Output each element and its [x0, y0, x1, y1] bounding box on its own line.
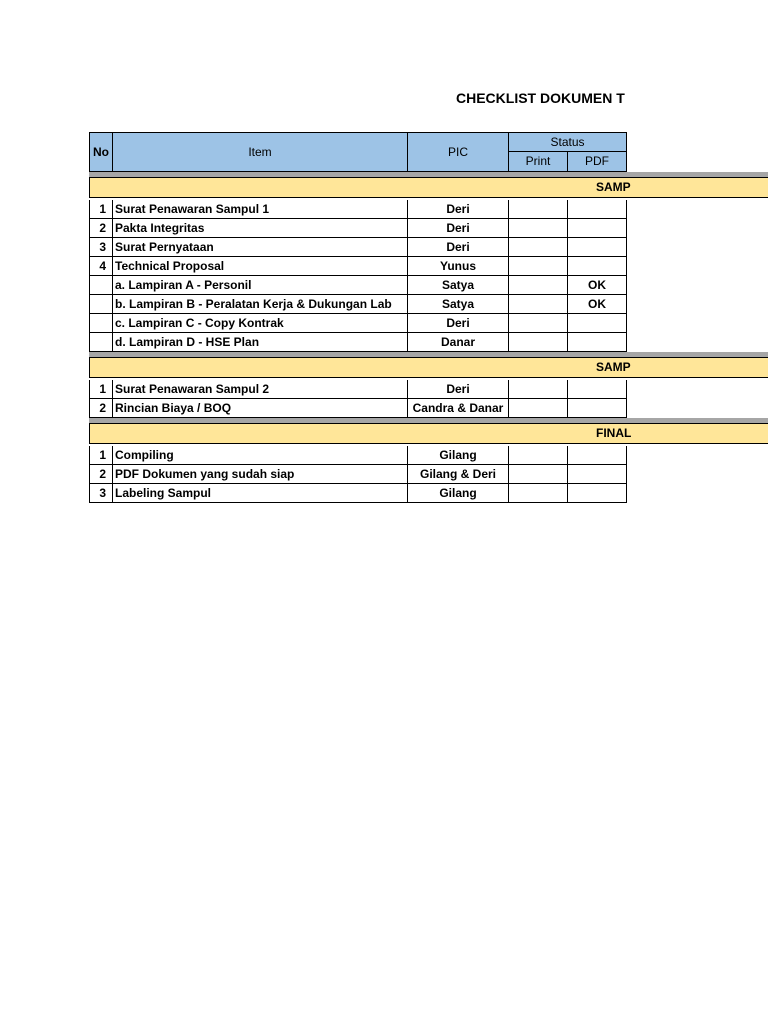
table-row: [89, 446, 628, 465]
cell-pdf[interactable]: [568, 484, 627, 503]
cell-item[interactable]: Pakta Integritas: [113, 219, 408, 238]
cell-item[interactable]: c. Lampiran C - Copy Kontrak: [113, 314, 408, 333]
cell-item[interactable]: Surat Penawaran Sampul 2: [113, 380, 408, 399]
cell-item[interactable]: Technical Proposal: [113, 257, 408, 276]
section-label: SAMP: [596, 360, 631, 374]
cell-item[interactable]: Compiling: [113, 446, 408, 465]
cell-print[interactable]: [509, 200, 568, 219]
cell-print[interactable]: [509, 314, 568, 333]
table-row: [89, 333, 628, 352]
cell-pic[interactable]: Gilang: [408, 446, 509, 465]
cell-no[interactable]: 4: [89, 257, 113, 276]
section-rows: [89, 200, 768, 352]
cell-pdf[interactable]: OK: [568, 276, 627, 295]
cell-no[interactable]: 3: [89, 484, 113, 503]
header-pdf[interactable]: PDF: [568, 152, 627, 172]
cell-item[interactable]: a. Lampiran A - Personil: [113, 276, 408, 295]
cell-pic[interactable]: Yunus: [408, 257, 509, 276]
section-header-row[interactable]: [89, 178, 768, 198]
cell-print[interactable]: [509, 484, 568, 503]
section-label: FINAL: [596, 426, 632, 440]
table-row: [89, 238, 628, 257]
cell-pic[interactable]: Deri: [408, 219, 509, 238]
header-item[interactable]: Item: [113, 132, 408, 172]
cell-print[interactable]: [509, 380, 568, 399]
cell-item[interactable]: Surat Pernyataan: [113, 238, 408, 257]
table-row: [89, 219, 628, 238]
section-block: [89, 352, 768, 418]
table-row: [89, 484, 628, 503]
cell-pdf[interactable]: [568, 219, 627, 238]
cell-pic[interactable]: Deri: [408, 314, 509, 333]
section-block: [89, 172, 768, 352]
table-row: [89, 257, 628, 276]
cell-pic[interactable]: Danar: [408, 333, 509, 352]
cell-pic[interactable]: Candra & Danar: [408, 399, 509, 418]
cell-pic[interactable]: Satya: [408, 295, 509, 314]
cell-no[interactable]: [89, 276, 113, 295]
table-row: [89, 276, 628, 295]
cell-pdf[interactable]: [568, 257, 627, 276]
cell-no[interactable]: 1: [89, 446, 113, 465]
header-no[interactable]: No: [89, 132, 113, 172]
cell-print[interactable]: [509, 219, 568, 238]
cell-pic[interactable]: Gilang & Deri: [408, 465, 509, 484]
cell-no[interactable]: [89, 333, 113, 352]
cell-print[interactable]: [509, 257, 568, 276]
cell-print[interactable]: [509, 295, 568, 314]
cell-no[interactable]: 3: [89, 238, 113, 257]
cell-no[interactable]: 2: [89, 399, 113, 418]
cell-pic[interactable]: Deri: [408, 200, 509, 219]
cell-pdf[interactable]: OK: [568, 295, 627, 314]
table-row: [89, 295, 628, 314]
table-row: [89, 399, 628, 418]
cell-print[interactable]: [509, 333, 568, 352]
cell-pdf[interactable]: [568, 314, 627, 333]
cell-item[interactable]: d. Lampiran D - HSE Plan: [113, 333, 408, 352]
cell-pdf[interactable]: [568, 399, 627, 418]
cell-no[interactable]: 1: [89, 380, 113, 399]
cell-no[interactable]: 2: [89, 219, 113, 238]
cell-print[interactable]: [509, 238, 568, 257]
header-status[interactable]: Status: [509, 132, 627, 152]
cell-item[interactable]: b. Lampiran B - Peralatan Kerja & Dukungan Lab: [113, 295, 408, 314]
cell-item[interactable]: Labeling Sampul: [113, 484, 408, 503]
table-row: [89, 314, 628, 333]
cell-no[interactable]: [89, 295, 113, 314]
cell-pdf[interactable]: [568, 238, 627, 257]
cell-print[interactable]: [509, 399, 568, 418]
cell-print[interactable]: [509, 465, 568, 484]
checklist-table: [89, 132, 768, 503]
section-label: SAMP: [596, 180, 631, 194]
cell-no[interactable]: 2: [89, 465, 113, 484]
section-header-row[interactable]: [89, 358, 768, 378]
page-title: CHECKLIST DOKUMEN T: [456, 90, 625, 106]
header-print[interactable]: Print: [509, 152, 568, 172]
cell-no[interactable]: 1: [89, 200, 113, 219]
table-row: [89, 200, 628, 219]
cell-pic[interactable]: Gilang: [408, 484, 509, 503]
cell-pdf[interactable]: [568, 200, 627, 219]
cell-pic[interactable]: Satya: [408, 276, 509, 295]
header-pic[interactable]: PIC: [408, 132, 509, 172]
section-header-row[interactable]: [89, 424, 768, 444]
cell-pdf[interactable]: [568, 380, 627, 399]
cell-item[interactable]: Surat Penawaran Sampul 1: [113, 200, 408, 219]
cell-item[interactable]: PDF Dokumen yang sudah siap: [113, 465, 408, 484]
table-row: [89, 380, 628, 399]
cell-print[interactable]: [509, 276, 568, 295]
sections-container: [89, 172, 768, 503]
cell-no[interactable]: [89, 314, 113, 333]
section-rows: [89, 380, 768, 418]
cell-pdf[interactable]: [568, 446, 627, 465]
cell-print[interactable]: [509, 446, 568, 465]
cell-item[interactable]: Rincian Biaya / BOQ: [113, 399, 408, 418]
cell-pdf[interactable]: [568, 465, 627, 484]
cell-pic[interactable]: Deri: [408, 238, 509, 257]
cell-pic[interactable]: Deri: [408, 380, 509, 399]
section-block: [89, 418, 768, 503]
table-row: [89, 465, 628, 484]
cell-pdf[interactable]: [568, 333, 627, 352]
section-rows: [89, 446, 768, 503]
table-header: [89, 132, 628, 172]
